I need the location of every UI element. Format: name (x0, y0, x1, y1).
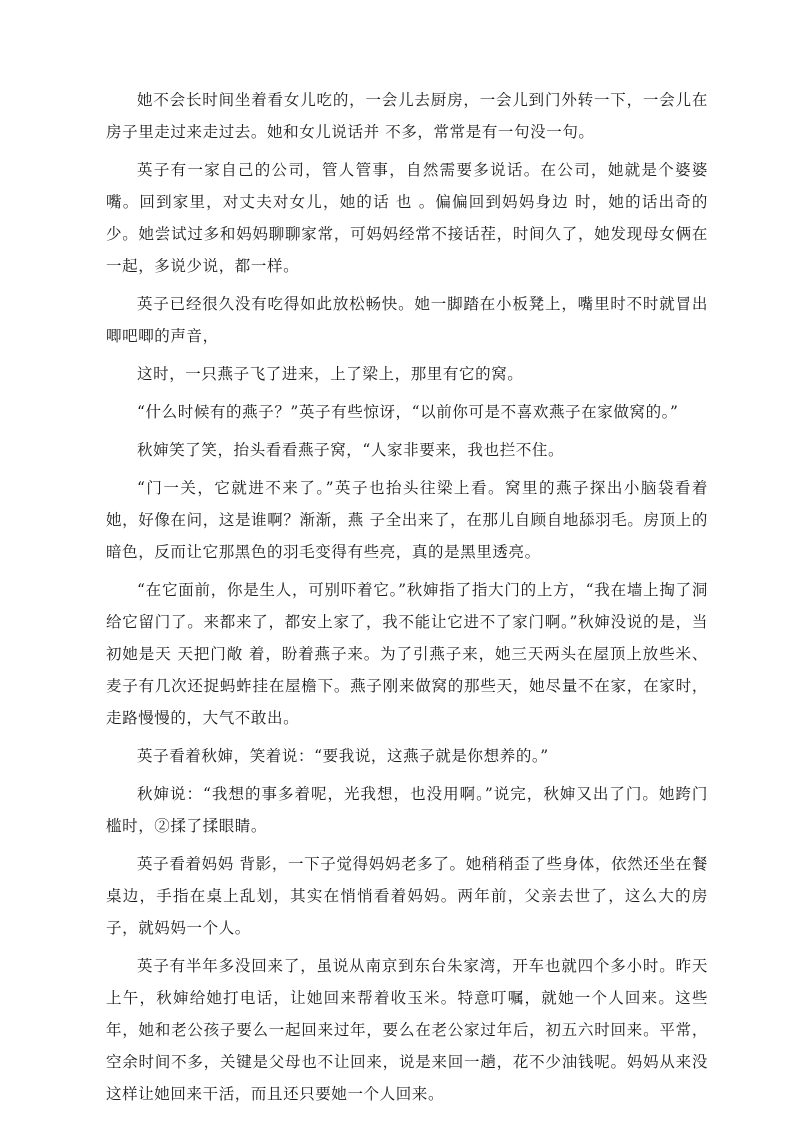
paragraph-2: 英子有一家自己的公司，管人管事，自然需要多说话。在公司，她就是个婆婆嘴。回到家里，对丈夫对女儿，她的话 也 。偏偏回到妈妈身边 时，她的话出奇的少。她尝试过多和妈妈聊聊家常，可妈妈经常不接话茬，时间久了，她发现母女俩在一起，多说少说，都一样。 (106, 161, 708, 275)
paragraph-4: 这时，一只燕子飞了进来，上了梁上，那里有它的窝。 (137, 365, 524, 383)
paragraph-6: 秋婶笑了笑，抬头看看燕子窝，“人家非要来，我也拦不住。 (137, 441, 565, 459)
paragraph-8: “在它面前，你是生人，可别吓着它。”秋婶指了指大门的上方，“我在墙上掏了洞给它留门了。来都来了，都安上家了，我不能让它进不了家门啊。”秋婶没说的是，当初她是天 天把门敞 着，盼着燕子来。为了引燕子来，她三天两头在屋顶上放些米、麦子有几次还捉蚂蚱挂在屋檐下。燕子刚来做窝的那些天，她尽量不在家，在家时，走路慢慢的，大气不敢出。 (106, 581, 708, 727)
paragraph-11: 英子看着妈妈 背影，一下子觉得妈妈老多了。她稍稍歪了些身体，依然还坐在餐桌边，手指在桌上乱划，其实在悄悄看着妈妈。两年前，父亲去世了，这么大的房子，就妈妈一个人。 (106, 855, 708, 937)
paragraph-9: 英子看着秋婶，笑着说：“要我说，这燕子就是你想养的。” (137, 747, 549, 765)
paragraph-3: 英子已经很久没有吃得如此放松畅快。她一脚踏在小板凳上，嘴里时不时就冒出唧吧唧的声音， (106, 295, 708, 345)
paragraph-5: “什么时候有的燕子？”英子有些惊讶，“以前你可是不喜欢燕子在家做窝的。” (137, 403, 679, 421)
paragraph-10: 秋婶说：“我想的事多着呢，光我想，也没用啊。”说完，秋婶又出了门。她跨门槛时，②揉了揉眼睛。 (106, 785, 708, 835)
paragraph-12: 英子有半年多没回来了，虽说从南京到东台朱家湾，开车也就四个多小时。昨天上午，秋婶给她打电话，让她回来帮着收玉米。特意叮嘱，就她一个人回来。这些年，她和老公孩子要么一起回来过年，要么在老公家过年后，初五六时回来。平常，空余时间不多，关键是父母也不让回来，说是来回一趟，花不少油钱呢。妈妈从来没这样让她回来干活，而且还只要她一个人回来。 (106, 957, 708, 1103)
paragraph-7: “门一关，它就进不来了。”英子也抬头往梁上看。窝里的燕子探出小脑袋看着她，好像在问，这是谁啊？渐渐，燕 子全出来了，在那儿自顾自地舔羽毛。房顶上的暗色，反而让它那黑色的羽毛变得有些亮，真的是黑里透亮。 (106, 479, 708, 561)
paragraph-1: 她不会长时间坐着看女儿吃的，一会儿去厨房，一会儿到门外转一下，一会儿在房子里走过来走过去。她和女儿说话并 不多，常常是有一句没一句。 (106, 91, 708, 141)
